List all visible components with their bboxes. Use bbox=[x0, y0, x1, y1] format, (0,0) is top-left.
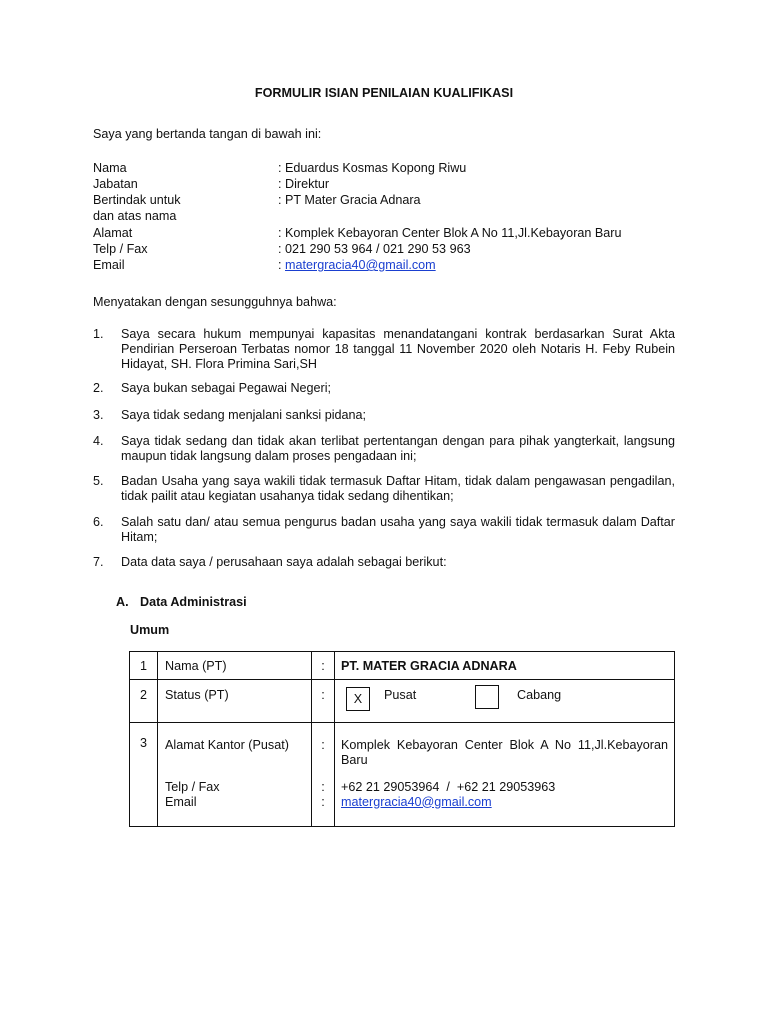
row-colon: : bbox=[321, 779, 325, 794]
statement-number: 6. bbox=[93, 515, 104, 529]
identity-row-telp bbox=[93, 242, 693, 258]
contact-labels bbox=[158, 770, 312, 827]
statement-text: Badan Usaha yang saya wakili tidak termasuk Daftar Hitam, tidak dalam pengawasan pengadilan, tidak pailit atau kegiatan usahanya tidak sedang dihentikan; bbox=[121, 474, 675, 504]
statement-item bbox=[93, 381, 675, 397]
email-label: Email bbox=[165, 794, 197, 809]
identity-label: dan atas nama bbox=[93, 209, 177, 223]
identity-value: : Eduardus Kosmas Kopong Riwu bbox=[278, 161, 467, 175]
row-label: Nama (PT) bbox=[158, 652, 312, 680]
row-colon: : bbox=[312, 680, 335, 723]
row-label: Alamat Kantor (Pusat) bbox=[158, 723, 312, 770]
statement-number: 3. bbox=[93, 408, 104, 422]
identity-row-email bbox=[93, 258, 693, 274]
status-options-cell bbox=[335, 680, 675, 723]
row-number: 1 bbox=[130, 652, 158, 680]
row-number: 3 bbox=[130, 723, 158, 827]
row-number: 2 bbox=[130, 680, 158, 723]
identity-row-atas-nama bbox=[93, 209, 693, 225]
cabang-label: Cabang bbox=[517, 688, 562, 702]
statement-item bbox=[93, 515, 675, 547]
statement-item bbox=[93, 327, 675, 373]
declaration-heading: Menyatakan dengan sesungguhnya bahwa: bbox=[93, 295, 337, 309]
email-link[interactable]: matergracia40@gmail.com bbox=[285, 258, 436, 272]
row-colon: : bbox=[312, 723, 335, 770]
identity-value: : Direktur bbox=[278, 177, 330, 191]
table-row bbox=[130, 680, 675, 723]
statement-text: Salah satu dan/ atau semua pengurus badan usaha yang saya wakili tidak termasuk dalam Daftar Hitam; bbox=[121, 515, 675, 545]
table-row bbox=[130, 770, 675, 827]
identity-value: : PT Mater Gracia Adnara bbox=[278, 193, 421, 207]
section-a-letter: A. bbox=[116, 595, 129, 609]
statement-text: Saya tidak sedang dan tidak akan terlibat pertentangan dengan para pihak yangterkait, langsung maupun tidak langsung dalam proses pengadaan ini; bbox=[121, 434, 675, 464]
form-title: FORMULIR ISIAN PENILAIAN KUALIFIKASI bbox=[254, 86, 514, 100]
umum-subheading: Umum bbox=[130, 623, 170, 637]
identity-label: Jabatan bbox=[93, 177, 138, 191]
identity-row-nama bbox=[93, 161, 693, 177]
statement-item bbox=[93, 474, 675, 506]
statement-number: 4. bbox=[93, 434, 104, 448]
statement-text: Data data saya / perusahaan saya adalah sebagai berikut: bbox=[121, 555, 447, 569]
telp-fax-value: +62 21 29053964 / +62 21 29053963 bbox=[341, 779, 556, 794]
cabang-checkbox[interactable] bbox=[475, 685, 499, 709]
section-a-title: Data Administrasi bbox=[140, 595, 247, 609]
statement-item bbox=[93, 434, 675, 466]
company-data-table bbox=[129, 651, 675, 827]
identity-label: Telp / Fax bbox=[93, 242, 148, 256]
table-row bbox=[130, 723, 675, 770]
identity-label: Email bbox=[93, 258, 125, 272]
statement-text: Saya secara hukum mempunyai kapasitas menandatangani kontrak berdasarkan Surat Akta Pendirian Perseroan Terbatas nomor 18 tanggal 11 November 2020 oleh Notaris H. Feby Rubein Hidayat, SH. Flora Primina Sari,SH bbox=[121, 327, 675, 372]
identity-label: Nama bbox=[93, 161, 127, 175]
company-name-value: PT. MATER GRACIA ADNARA bbox=[335, 652, 675, 680]
identity-label: Alamat bbox=[93, 226, 133, 240]
section-a-heading bbox=[116, 595, 247, 609]
contact-colons bbox=[312, 770, 335, 827]
identity-label: Bertindak untuk bbox=[93, 193, 181, 207]
telp-fax-label: Telp / Fax bbox=[165, 779, 220, 794]
pusat-label: Pusat bbox=[384, 688, 417, 702]
statement-number: 7. bbox=[93, 555, 104, 569]
table-row bbox=[130, 652, 675, 680]
identity-row-bertindak bbox=[93, 193, 693, 209]
statement-text: Saya tidak sedang menjalani sanksi pidana; bbox=[121, 408, 367, 422]
contact-values bbox=[335, 770, 675, 827]
identity-row-jabatan bbox=[93, 177, 693, 193]
statement-number: 1. bbox=[93, 327, 104, 341]
statement-item bbox=[93, 408, 675, 424]
row-colon: : bbox=[312, 652, 335, 680]
identity-colon: : bbox=[278, 258, 285, 272]
intro-text: Saya yang bertanda tangan di bawah ini: bbox=[93, 127, 322, 141]
pusat-checkbox[interactable]: X bbox=[346, 687, 370, 711]
identity-value: : Komplek Kebayoran Center Blok A No 11,Jl.Kebayoran Baru bbox=[278, 226, 622, 240]
statement-item bbox=[93, 555, 675, 571]
statement-number: 5. bbox=[93, 474, 104, 488]
row-label: Status (PT) bbox=[158, 680, 312, 723]
table-email-link[interactable]: matergracia40@gmail.com bbox=[341, 794, 492, 809]
statement-number: 2. bbox=[93, 381, 104, 395]
statement-text: Saya bukan sebagai Pegawai Negeri; bbox=[121, 381, 332, 395]
row-colon: : bbox=[321, 794, 325, 809]
identity-row-alamat bbox=[93, 226, 693, 242]
identity-value: : 021 290 53 964 / 021 290 53 963 bbox=[278, 242, 471, 256]
office-address-value: Komplek Kebayoran Center Blok A No 11,Jl.Kebayoran Baru bbox=[335, 723, 675, 770]
identity-value-wrap bbox=[278, 258, 436, 272]
